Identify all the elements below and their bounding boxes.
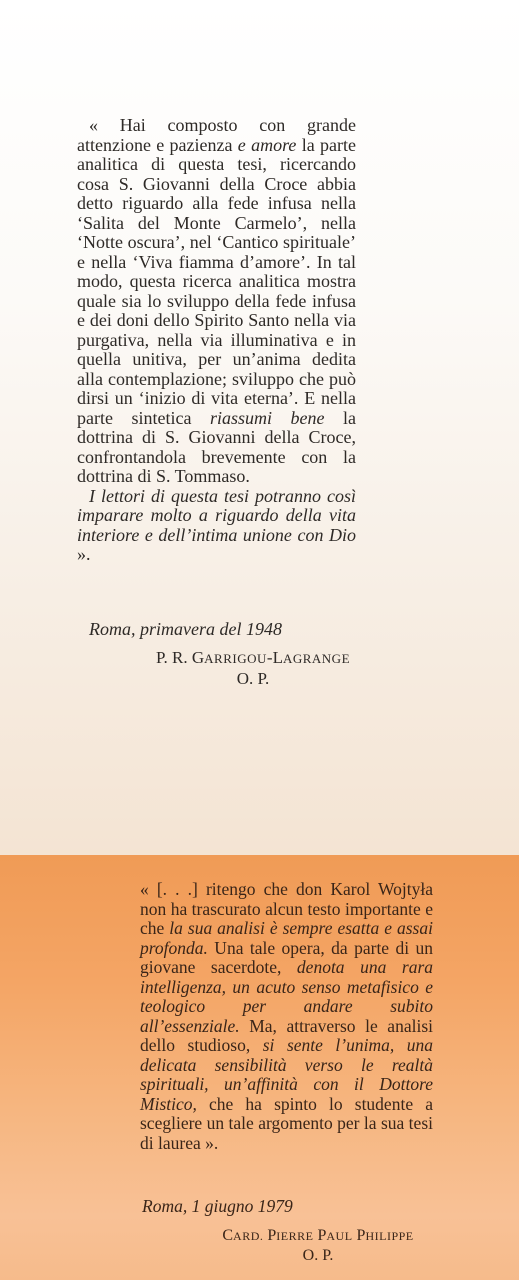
signature-order: O. P. [302,1247,334,1264]
italic-span: I lettori di questa tesi potranno così imparare molto a riguardo della vita interiore e dell’intima unione con Dio [77,485,356,545]
text-span: P [263,1227,277,1244]
signature-name [200,1226,436,1246]
quote1-paragraph-1 [77,116,356,487]
place-date-2: Roma, 1 giugno 1979 [142,1196,293,1216]
smallcaps-span: ARRIGOU [204,651,267,666]
text-span: Ma, attraverso le analisi dello studioso, [140,1015,433,1055]
italic-span: e amore [237,134,297,155]
text-span: « Hai composto con grande attenzione e pazienza [77,115,356,155]
italic-span: riassumi bene [209,407,325,428]
text-span: C [222,1227,234,1244]
text-span: P [313,1227,327,1244]
italic-span: si sente l’unima, una delicata sensibilità verso le realtà spirituali, un’affinità con il Dottore Mistico, [140,1035,433,1114]
quote-philippe [140,880,433,1153]
text-span: ». [77,544,91,564]
signature-philippe [200,1226,436,1266]
smallcaps-span: AUL [326,1229,353,1243]
place-date-1: Roma, primavera del 1948 [89,619,282,639]
smallcaps-span: AGRANGE [282,651,351,666]
text-span: « [. . .] ritengo che don Karol Wojtyła non ha trascurato alcun testo importante e che [140,879,433,938]
text-span: Una tale opera, da parte di un giovane sacerdote, [140,937,433,977]
signature-garrigou-lagrange [148,648,358,689]
signature-name [148,648,358,669]
text-span: la dottrina di S. Giovanni della Croce, confrontandola brevemente con la dottrina di S. Tommaso. [77,407,357,486]
signature-order: O. P. [236,669,270,688]
text-span: P. R. G [155,648,205,667]
smallcaps-span: ARD. [233,1229,264,1243]
quote2-paragraph [140,880,433,1153]
text-span: P [352,1227,366,1244]
text-span: che ha spinto lo studente a scegliere un tale argomento per la sua tesi di laurea ». [140,1093,433,1153]
italic-span: denota una rara intelligenza, un acuto senso metafisico e teologico per andare subito all’essenziale. [140,957,433,1036]
text-span: la parte analitica di questa tesi, ricercando cosa S. Giovanni della Croce abbia detto riguardo alla fede infusa nella ‘Salita del Monte Carmelo’, nella ‘Notte oscura’, nel ‘Cantico spirituale’ e nella ‘Viva fiamma d’amore’. In tal modo, questa ricerca analitica mostra quale sia lo sviluppo della fede infusa e dei doni dello Spirito Santo nella via purgativa, nella via illuminativa e in quella unitiva, per un’anima dedita alla contemplazione; sviluppo che può dirsi un ‘inizio di vita eterna’. E nella parte sintetica [77,134,356,428]
smallcaps-span: HILIPPE [365,1229,414,1243]
italic-span: la sua analisi è sempre esatta e assai profonda. [140,918,433,958]
quote-garrigou-lagrange [77,116,356,565]
smallcaps-span: IERRE [276,1229,314,1243]
text-span: -L [266,648,283,667]
quote1-paragraph-2 [77,487,356,565]
